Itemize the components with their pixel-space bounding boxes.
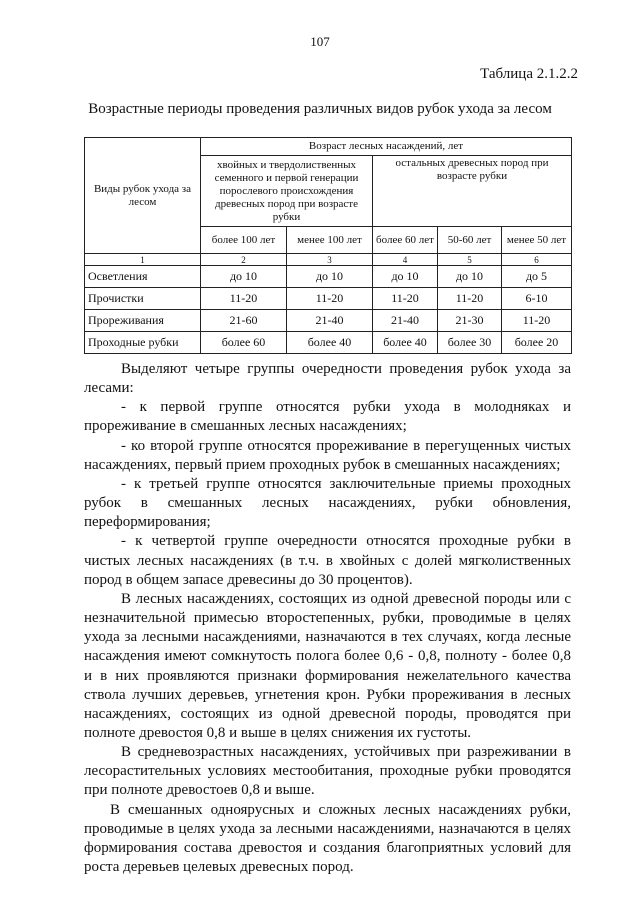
sub-header: 50-60 лет	[438, 227, 502, 254]
sub-header: более 100 лет	[201, 227, 287, 254]
table-cell: 21-40	[373, 310, 438, 332]
table-cell: более 40	[287, 332, 373, 354]
table-cell: 21-40	[287, 310, 373, 332]
column-number: 2	[201, 254, 287, 266]
table-cell: 6-10	[502, 288, 572, 310]
column-number: 1	[85, 254, 201, 266]
table-cell: до 10	[201, 266, 287, 288]
paragraph: В средневозрастных насаждениях, устойчивых при разреживании в лесорастительных условиях местообитания, проходные рубки проводятся при полноте древостоев 0,8 и выше.	[84, 744, 571, 799]
table-row	[85, 332, 572, 354]
age-header: Возраст лесных насаждений, лет	[201, 138, 572, 156]
table-row	[85, 310, 572, 332]
table-cell: 11-20	[438, 288, 502, 310]
table-cell: 11-20	[201, 288, 287, 310]
table-cell: более 30	[438, 332, 502, 354]
page-number: 107	[310, 34, 330, 49]
list-item: - ко второй группе относятся прореживание в перегущенных чистых насаждениях, первый прием проходных рубок в смешанных насаждениях;	[84, 437, 571, 473]
table-title: Возрастные периоды проведения различных видов рубок ухода за лесом	[88, 101, 552, 117]
row-name: Прореживания	[85, 310, 201, 332]
list-item: - к четвертой группе очередности относятся проходные рубки в чистых лесных насаждениях (в т.ч. в хвойных с долей мягколиственных пород в общем запасе древесины до 30 процентов).	[84, 533, 571, 588]
row-name: Прочистки	[85, 288, 201, 310]
table-cell: до 10	[438, 266, 502, 288]
table-cell: до 10	[373, 266, 438, 288]
column-number: 6	[502, 254, 572, 266]
table-row	[85, 288, 572, 310]
column-number: 5	[438, 254, 502, 266]
group2-header: остальных древесных пород при возрасте рубки	[373, 156, 572, 227]
table-cell: более 60	[201, 332, 287, 354]
cutting-age-table	[84, 137, 572, 354]
table-label: Таблица 2.1.2.2	[480, 66, 578, 82]
table-row	[85, 266, 572, 288]
body-text	[84, 360, 571, 877]
sub-header: менее 50 лет	[502, 227, 572, 254]
table-cell: до 10	[287, 266, 373, 288]
paragraph: В смешанных одноярусных и сложных лесных насаждениях рубки, проводимые в целях ухода за лесными насаждениями, назначаются в целях формирования состава древостоя и создания благоприятных условий для роста деревьев целевых древесных пород.	[84, 801, 571, 876]
paragraph: В лесных насаждениях, состоящих из одной древесной породы или с незначительной примесью второстепенных, рубки, проводимые в целях ухода за лесными насаждениями, назначаются в тех случаях, когда лесные насаждения имеют сомкнутость полога более 0,6 - 0,8, полноту - более 0,8 и в них проявляются признаки формирования нежелательного качества ствола лучших деревьев, угнетения крон. Рубки прореживания в лесных насаждениях, состоящих из одной древесной породы, проводятся при полноте древостоя 0,8 и выше в целях снижения их густоты.	[84, 590, 571, 741]
paragraph: Выделяют четыре группы очередности проведения рубок ухода за лесами:	[84, 361, 571, 397]
table-cell: 21-30	[438, 310, 502, 332]
row-name: Осветления	[85, 266, 201, 288]
table-cell: 11-20	[373, 288, 438, 310]
group1-header: хвойных и твердолиственных семенного и первой генерации порослевого происхождения древесных пород при возрасте рубки	[201, 156, 373, 227]
list-item: - к первой группе относятся рубки ухода в молодняках и прореживание в смешанных лесных насаждениях;	[84, 399, 571, 435]
table-cell: 21-60	[201, 310, 287, 332]
table-cell: 11-20	[287, 288, 373, 310]
column-number: 4	[373, 254, 438, 266]
table-cell: 11-20	[502, 310, 572, 332]
row-name: Проходные рубки	[85, 332, 201, 354]
column-number: 3	[287, 254, 373, 266]
sub-header: более 60 лет	[373, 227, 438, 254]
table-cell: более 20	[502, 332, 572, 354]
table-cell: более 40	[373, 332, 438, 354]
list-item: - к третьей группе относятся заключительные приемы проходных рубок в смешанных лесных насаждениях, рубки обновления, переформирования;	[84, 475, 571, 531]
sub-header: менее 100 лет	[287, 227, 373, 254]
row-header: Виды рубок ухода за лесом	[85, 138, 201, 254]
table-cell: до 5	[502, 266, 572, 288]
